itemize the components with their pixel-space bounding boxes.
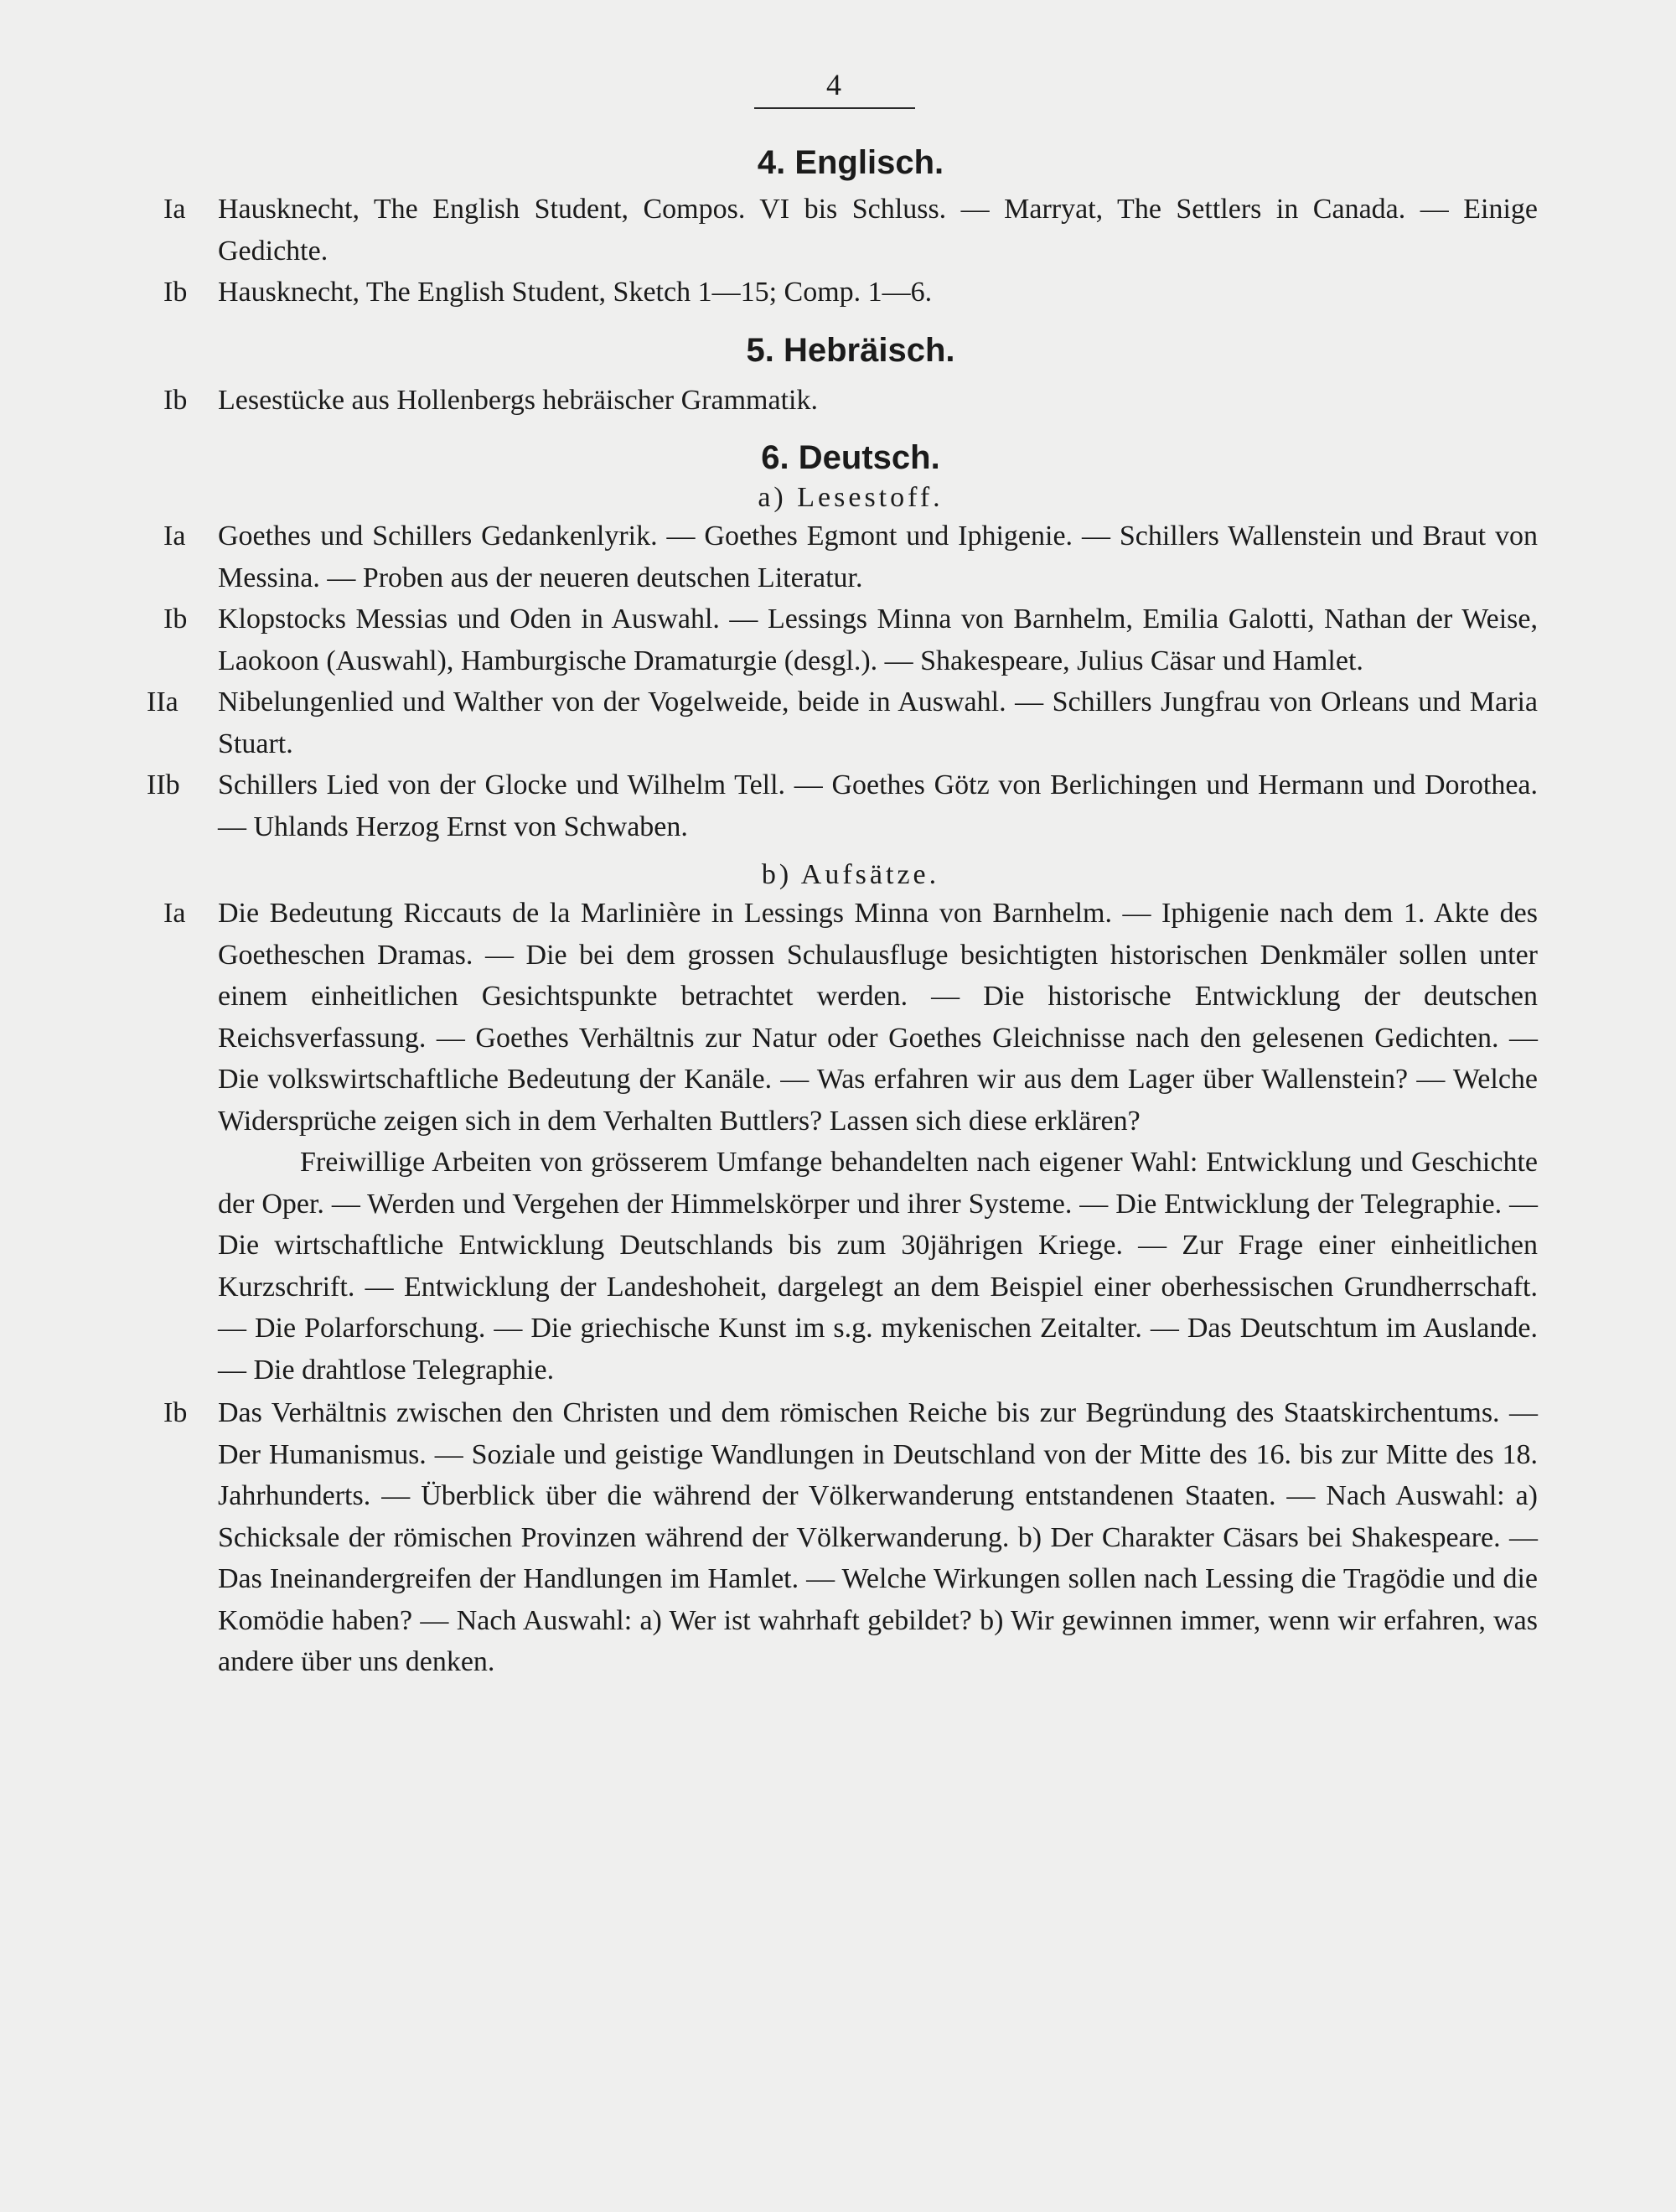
page-content [147, 144, 1538, 1683]
entry-text: Nibelungenlied und Walther von der Vogelweide, beide in Auswahl. — Schillers Jungfrau von Orleans und Maria Stuart. [218, 686, 1538, 759]
entry-lesestoff-ib [163, 598, 1538, 681]
header-rule [754, 107, 915, 109]
entry-text: Hausknecht, The English Student, Compos. VI bis Schluss. — Marryat, The Settlers in Canada. — Einige Gedichte. [218, 194, 1538, 267]
entry-lesestoff-ia [163, 515, 1538, 598]
class-label: IIb [147, 769, 180, 800]
freiwillige-arbeiten: Freiwillige Arbeiten von grösserem Umfange behandelten nach eigener Wahl: Entwicklung und Geschichte der Oper. — Werden und Vergehen der Himmelskörper und ihrer Systeme. — Die Entwicklung der Telegraphie. — Die wirtschaftliche Entwicklung Deutschlands bis zum 30jährigen Kriege. — Zur Frage einer einheitlichen Kurzschrift. — Entwicklung der Landeshoheit, dargelegt an dem Beispiel einer oberhessischen Grundherrschaft. — Die Polarforschung. — Die griechische Kunst im s.g. mykenischen Zeitalter. — Das Deutschtum im Auslande. — Die drahtlose Telegraphie. [218, 1147, 1538, 1386]
subsection-aufsaetze: b) Aufsätze. [761, 859, 940, 890]
entry-text: Hausknecht, The English Student, Sketch 1—15; Comp. 1—6. [218, 277, 933, 308]
entry-text: Klopstocks Messias und Oden in Auswahl. — Lessings Minna von Barnhelm, Emilia Galotti, Nathan der Weise, Laokoon (Auswahl), Hamburgische Dramaturgie (desgl.). — Shakespeare, Julius Cäsar und Hamlet. [218, 604, 1538, 676]
class-label: Ib [163, 384, 188, 416]
subsection-lesestoff: a) Lesestoff. [758, 482, 944, 513]
class-label: Ib [163, 277, 188, 308]
entry-text: Lesestücke aus Hollenbergs hebräischer Grammatik. [218, 384, 818, 416]
class-label: Ib [163, 604, 188, 635]
page-number: 4 [826, 68, 841, 101]
entry-hebraeisch-ib [163, 380, 1538, 422]
entry-lesestoff-iia [147, 681, 1538, 764]
entry-aufsaetze-ib [163, 1392, 1538, 1683]
section-title-englisch: 4. Englisch. [757, 144, 944, 181]
entry-englisch-ib [163, 272, 1538, 313]
class-label: Ia [163, 194, 186, 225]
entry-englisch-ia [163, 189, 1538, 272]
class-label: Ia [163, 521, 186, 552]
entry-text: Die Bedeutung Riccauts de la Marlinière in Lessings Minna von Barnhelm. — Iphigenie nach dem 1. Akte des Goetheschen Dramas. — Die bei dem grossen Schulausfluge besichtigten historischen Denkmäler sollen unter einem einheitlichen Gesichtspunkte betrachtet werden. — Die historische Entwicklung der deutschen Reichsverfassung. — Goethes Verhältnis zur Natur oder Goethes Gleichnisse nach den gelesenen Gedichten. — Die volkswirtschaftliche Bedeutung der Kanäle. — Was erfahren wir aus dem Lager über Wallenstein? — Welche Widersprüche zeigen sich in dem Verhalten Buttlers? Lassen sich diese erklären? [218, 898, 1538, 1137]
section-title-deutsch: 6. Deutsch. [761, 439, 940, 476]
entry-text: Das Verhältnis zwischen den Christen und dem römischen Reiche bis zur Begründung des Staatskirchentums. — Der Humanismus. — Soziale und geistige Wandlungen in Deutschland von der Mitte des 16. bis zur Mitte des 18. Jahrhunderts. — Überblick über die während der Völkerwanderung entstandenen Staaten. — Nach Auswahl: a) Schicksale der römischen Provinzen während der Völkerwanderung. b) Der Charakter Cäsars bei Shakespeare. — Das Ineinandergreifen der Handlungen im Hamlet. — Welche Wirkungen sollen nach Lessing die Tragödie und die Komödie haben? — Nach Auswahl: a) Wer ist wahrhaft gebildet? b) Wir gewinnen immer, wenn wir erfahren, was andere über uns denken. [218, 1397, 1538, 1677]
entry-lesestoff-iib [147, 764, 1538, 847]
class-label: IIa [147, 686, 178, 717]
class-label: Ib [163, 1397, 188, 1428]
entry-aufsaetze-ia [163, 893, 1538, 1142]
entry-text: Goethes und Schillers Gedankenlyrik. — Goethes Egmont und Iphigenie. — Schillers Wallenstein und Braut von Messina. — Proben aus der neueren deutschen Literatur. [218, 521, 1538, 593]
entry-text: Schillers Lied von der Glocke und Wilhelm Tell. — Goethes Götz von Berlichingen und Hermann und Dorothea. — Uhlands Herzog Ernst von Schwaben. [218, 769, 1538, 842]
section-title-hebraeisch: 5. Hebräisch. [746, 331, 955, 369]
class-label: Ia [163, 898, 186, 929]
